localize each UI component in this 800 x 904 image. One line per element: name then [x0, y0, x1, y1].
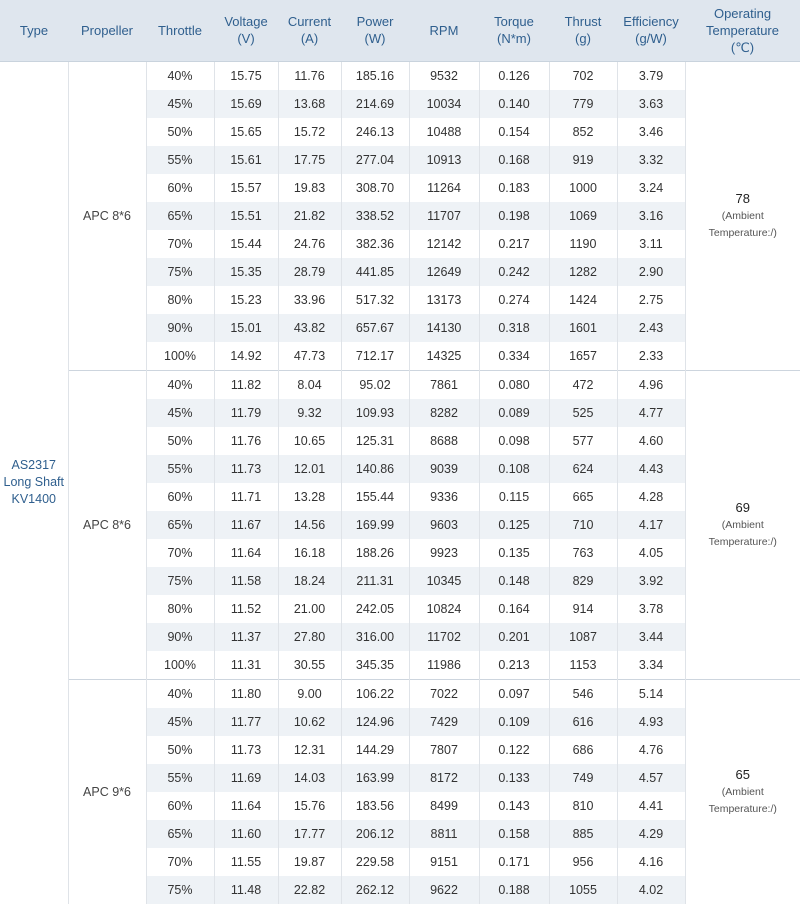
efficiency-cell: 3.79 — [617, 61, 685, 90]
voltage-cell: 11.64 — [214, 792, 278, 820]
throttle-cell: 65% — [146, 820, 214, 848]
throttle-cell: 45% — [146, 90, 214, 118]
efficiency-cell: 4.16 — [617, 848, 685, 876]
current-cell: 19.83 — [278, 174, 341, 202]
efficiency-cell: 3.78 — [617, 595, 685, 623]
throttle-cell: 45% — [146, 708, 214, 736]
voltage-cell: 15.75 — [214, 61, 278, 90]
voltage-cell: 15.69 — [214, 90, 278, 118]
thrust-cell: 702 — [549, 61, 617, 90]
power-cell: 382.36 — [341, 230, 409, 258]
efficiency-cell: 4.28 — [617, 483, 685, 511]
throttle-cell: 60% — [146, 792, 214, 820]
throttle-cell: 50% — [146, 118, 214, 146]
thrust-cell: 710 — [549, 511, 617, 539]
header-thrust: Thrust (g) — [549, 0, 617, 61]
ambient-temperature-note: Temperature:/) — [686, 534, 800, 551]
efficiency-cell: 2.90 — [617, 258, 685, 286]
power-cell: 246.13 — [341, 118, 409, 146]
thrust-cell: 624 — [549, 455, 617, 483]
efficiency-cell: 3.32 — [617, 146, 685, 174]
efficiency-cell: 4.60 — [617, 427, 685, 455]
torque-cell: 0.098 — [479, 427, 549, 455]
voltage-cell: 11.64 — [214, 539, 278, 567]
torque-cell: 0.126 — [479, 61, 549, 90]
thrust-cell: 525 — [549, 399, 617, 427]
throttle-cell: 40% — [146, 61, 214, 90]
power-cell: 125.31 — [341, 427, 409, 455]
current-cell: 16.18 — [278, 539, 341, 567]
rpm-cell: 11264 — [409, 174, 479, 202]
torque-cell: 0.109 — [479, 708, 549, 736]
temperature-value: 69 — [686, 499, 800, 517]
operating-temperature-cell — [685, 679, 800, 904]
rpm-cell: 10488 — [409, 118, 479, 146]
rpm-cell: 9336 — [409, 483, 479, 511]
efficiency-cell: 4.02 — [617, 876, 685, 904]
thrust-cell: 1424 — [549, 286, 617, 314]
torque-cell: 0.168 — [479, 146, 549, 174]
voltage-cell: 11.82 — [214, 370, 278, 399]
throttle-cell: 90% — [146, 314, 214, 342]
operating-temperature-cell — [685, 61, 800, 370]
header-type: Type — [0, 0, 68, 61]
rpm-cell: 11707 — [409, 202, 479, 230]
torque-cell: 0.108 — [479, 455, 549, 483]
voltage-cell: 11.55 — [214, 848, 278, 876]
header-voltage: Voltage (V) — [214, 0, 278, 61]
throttle-cell: 55% — [146, 455, 214, 483]
header-rpm: RPM — [409, 0, 479, 61]
power-cell: 95.02 — [341, 370, 409, 399]
efficiency-cell: 3.34 — [617, 651, 685, 680]
thrust-cell: 1055 — [549, 876, 617, 904]
voltage-cell: 14.92 — [214, 342, 278, 371]
thrust-cell: 1069 — [549, 202, 617, 230]
temperature-value: 65 — [686, 766, 800, 784]
thrust-cell: 686 — [549, 736, 617, 764]
current-cell: 43.82 — [278, 314, 341, 342]
power-cell: 124.96 — [341, 708, 409, 736]
voltage-cell: 15.51 — [214, 202, 278, 230]
rpm-cell: 7429 — [409, 708, 479, 736]
thrust-cell: 1282 — [549, 258, 617, 286]
current-cell: 21.00 — [278, 595, 341, 623]
current-cell: 11.76 — [278, 61, 341, 90]
thrust-cell: 829 — [549, 567, 617, 595]
throttle-cell: 75% — [146, 258, 214, 286]
header-power: Power (W) — [341, 0, 409, 61]
power-cell: 183.56 — [341, 792, 409, 820]
throttle-cell: 65% — [146, 511, 214, 539]
rpm-cell: 9923 — [409, 539, 479, 567]
torque-cell: 0.274 — [479, 286, 549, 314]
voltage-cell: 11.37 — [214, 623, 278, 651]
current-cell: 10.62 — [278, 708, 341, 736]
power-cell: 316.00 — [341, 623, 409, 651]
rpm-cell: 10913 — [409, 146, 479, 174]
throttle-cell: 90% — [146, 623, 214, 651]
torque-cell: 0.143 — [479, 792, 549, 820]
current-cell: 9.00 — [278, 679, 341, 708]
voltage-cell: 15.23 — [214, 286, 278, 314]
thrust-cell: 852 — [549, 118, 617, 146]
ambient-temperature-note: (Ambient — [686, 784, 800, 801]
header-operating-temperature: Operating Temperature (℃) — [685, 0, 800, 61]
throttle-cell: 60% — [146, 483, 214, 511]
rpm-cell: 7022 — [409, 679, 479, 708]
efficiency-cell: 4.93 — [617, 708, 685, 736]
voltage-cell: 11.60 — [214, 820, 278, 848]
efficiency-cell: 3.63 — [617, 90, 685, 118]
efficiency-cell: 4.57 — [617, 764, 685, 792]
rpm-cell: 8172 — [409, 764, 479, 792]
throttle-cell: 50% — [146, 427, 214, 455]
throttle-cell: 40% — [146, 679, 214, 708]
torque-cell: 0.140 — [479, 90, 549, 118]
throttle-cell: 80% — [146, 595, 214, 623]
efficiency-cell: 2.43 — [617, 314, 685, 342]
thrust-cell: 914 — [549, 595, 617, 623]
torque-cell: 0.242 — [479, 258, 549, 286]
efficiency-cell: 2.75 — [617, 286, 685, 314]
rpm-cell: 9151 — [409, 848, 479, 876]
torque-cell: 0.183 — [479, 174, 549, 202]
voltage-cell: 11.52 — [214, 595, 278, 623]
power-cell: 169.99 — [341, 511, 409, 539]
rpm-cell: 10824 — [409, 595, 479, 623]
rpm-cell: 10345 — [409, 567, 479, 595]
operating-temperature-cell — [685, 370, 800, 679]
power-cell: 242.05 — [341, 595, 409, 623]
current-cell: 9.32 — [278, 399, 341, 427]
throttle-cell: 100% — [146, 651, 214, 680]
power-cell: 657.67 — [341, 314, 409, 342]
voltage-cell: 11.58 — [214, 567, 278, 595]
voltage-cell: 11.31 — [214, 651, 278, 680]
motor-type-line: Long Shaft — [4, 475, 64, 489]
torque-cell: 0.122 — [479, 736, 549, 764]
rpm-cell: 10034 — [409, 90, 479, 118]
thrust-cell: 665 — [549, 483, 617, 511]
voltage-cell: 11.67 — [214, 511, 278, 539]
efficiency-cell: 4.76 — [617, 736, 685, 764]
rpm-cell: 9622 — [409, 876, 479, 904]
rpm-cell: 12649 — [409, 258, 479, 286]
voltage-cell: 15.61 — [214, 146, 278, 174]
current-cell: 13.68 — [278, 90, 341, 118]
throttle-cell: 60% — [146, 174, 214, 202]
current-cell: 17.75 — [278, 146, 341, 174]
thrust-cell: 810 — [549, 792, 617, 820]
torque-cell: 0.125 — [479, 511, 549, 539]
rpm-cell: 7861 — [409, 370, 479, 399]
header-efficiency: Efficiency (g/W) — [617, 0, 685, 61]
torque-cell: 0.135 — [479, 539, 549, 567]
efficiency-cell: 4.05 — [617, 539, 685, 567]
power-cell: 345.35 — [341, 651, 409, 680]
torque-cell: 0.318 — [479, 314, 549, 342]
voltage-cell: 11.48 — [214, 876, 278, 904]
efficiency-cell: 4.29 — [617, 820, 685, 848]
rpm-cell: 8282 — [409, 399, 479, 427]
table-header — [0, 0, 800, 61]
efficiency-cell: 4.96 — [617, 370, 685, 399]
thrust-cell: 472 — [549, 370, 617, 399]
thrust-cell: 577 — [549, 427, 617, 455]
torque-cell: 0.201 — [479, 623, 549, 651]
torque-cell: 0.198 — [479, 202, 549, 230]
throttle-cell: 45% — [146, 399, 214, 427]
current-cell: 15.72 — [278, 118, 341, 146]
voltage-cell: 15.65 — [214, 118, 278, 146]
current-cell: 24.76 — [278, 230, 341, 258]
torque-cell: 0.089 — [479, 399, 549, 427]
power-cell: 106.22 — [341, 679, 409, 708]
power-cell: 441.85 — [341, 258, 409, 286]
efficiency-cell: 3.11 — [617, 230, 685, 258]
motor-type-cell — [0, 61, 68, 904]
ambient-temperature-note: (Ambient — [686, 208, 800, 225]
thrust-cell: 885 — [549, 820, 617, 848]
ambient-temperature-note: (Ambient — [686, 517, 800, 534]
rpm-cell: 14130 — [409, 314, 479, 342]
thrust-cell: 1000 — [549, 174, 617, 202]
torque-cell: 0.334 — [479, 342, 549, 371]
torque-cell: 0.158 — [479, 820, 549, 848]
efficiency-cell: 3.46 — [617, 118, 685, 146]
power-cell: 712.17 — [341, 342, 409, 371]
voltage-cell: 15.01 — [214, 314, 278, 342]
throttle-cell: 70% — [146, 539, 214, 567]
rpm-cell: 12142 — [409, 230, 479, 258]
throttle-cell: 70% — [146, 848, 214, 876]
voltage-cell: 11.79 — [214, 399, 278, 427]
voltage-cell: 11.80 — [214, 679, 278, 708]
power-cell: 229.58 — [341, 848, 409, 876]
torque-cell: 0.148 — [479, 567, 549, 595]
current-cell: 8.04 — [278, 370, 341, 399]
ambient-temperature-note: Temperature:/) — [686, 225, 800, 242]
efficiency-cell: 3.92 — [617, 567, 685, 595]
voltage-cell: 15.35 — [214, 258, 278, 286]
power-cell: 262.12 — [341, 876, 409, 904]
power-cell: 163.99 — [341, 764, 409, 792]
efficiency-cell: 2.33 — [617, 342, 685, 371]
table-row — [0, 679, 800, 708]
current-cell: 19.87 — [278, 848, 341, 876]
efficiency-cell: 4.77 — [617, 399, 685, 427]
torque-cell: 0.097 — [479, 679, 549, 708]
power-cell: 308.70 — [341, 174, 409, 202]
motor-type-line: KV1400 — [12, 492, 56, 506]
thrust-cell: 616 — [549, 708, 617, 736]
efficiency-cell: 3.24 — [617, 174, 685, 202]
thrust-cell: 956 — [549, 848, 617, 876]
throttle-cell: 55% — [146, 764, 214, 792]
table-body — [0, 61, 800, 904]
voltage-cell: 11.76 — [214, 427, 278, 455]
rpm-cell: 14325 — [409, 342, 479, 371]
power-cell: 338.52 — [341, 202, 409, 230]
rpm-cell: 9603 — [409, 511, 479, 539]
thrust-cell: 1190 — [549, 230, 617, 258]
header-current: Current (A) — [278, 0, 341, 61]
current-cell: 12.01 — [278, 455, 341, 483]
power-cell: 140.86 — [341, 455, 409, 483]
current-cell: 17.77 — [278, 820, 341, 848]
thrust-cell: 1087 — [549, 623, 617, 651]
ambient-temperature-note: Temperature:/) — [686, 801, 800, 818]
thrust-cell: 1657 — [549, 342, 617, 371]
efficiency-cell: 3.44 — [617, 623, 685, 651]
power-cell: 188.26 — [341, 539, 409, 567]
current-cell: 47.73 — [278, 342, 341, 371]
voltage-cell: 15.57 — [214, 174, 278, 202]
header-torque: Torque (N*m) — [479, 0, 549, 61]
efficiency-cell: 4.43 — [617, 455, 685, 483]
current-cell: 13.28 — [278, 483, 341, 511]
power-cell: 517.32 — [341, 286, 409, 314]
torque-cell: 0.164 — [479, 595, 549, 623]
current-cell: 21.82 — [278, 202, 341, 230]
efficiency-cell: 4.41 — [617, 792, 685, 820]
throttle-cell: 75% — [146, 567, 214, 595]
propeller-cell: APC 8*6 — [68, 61, 146, 370]
voltage-cell: 11.73 — [214, 736, 278, 764]
torque-cell: 0.115 — [479, 483, 549, 511]
current-cell: 33.96 — [278, 286, 341, 314]
torque-cell: 0.188 — [479, 876, 549, 904]
propeller-cell: APC 9*6 — [68, 679, 146, 904]
torque-cell: 0.171 — [479, 848, 549, 876]
current-cell: 10.65 — [278, 427, 341, 455]
current-cell: 12.31 — [278, 736, 341, 764]
rpm-cell: 11986 — [409, 651, 479, 680]
rpm-cell: 8811 — [409, 820, 479, 848]
header-throttle: Throttle — [146, 0, 214, 61]
power-cell: 144.29 — [341, 736, 409, 764]
throttle-cell: 65% — [146, 202, 214, 230]
current-cell: 28.79 — [278, 258, 341, 286]
table-row — [0, 61, 800, 90]
thrust-cell: 919 — [549, 146, 617, 174]
torque-cell: 0.154 — [479, 118, 549, 146]
throttle-cell: 55% — [146, 146, 214, 174]
voltage-cell: 11.71 — [214, 483, 278, 511]
throttle-cell: 80% — [146, 286, 214, 314]
temperature-value: 78 — [686, 190, 800, 208]
header-propeller: Propeller — [68, 0, 146, 61]
table-row — [0, 370, 800, 399]
torque-cell: 0.213 — [479, 651, 549, 680]
current-cell: 18.24 — [278, 567, 341, 595]
power-cell: 206.12 — [341, 820, 409, 848]
thrust-cell: 1153 — [549, 651, 617, 680]
throttle-cell: 50% — [146, 736, 214, 764]
thrust-cell: 779 — [549, 90, 617, 118]
throttle-cell: 70% — [146, 230, 214, 258]
voltage-cell: 11.73 — [214, 455, 278, 483]
rpm-cell: 9532 — [409, 61, 479, 90]
voltage-cell: 15.44 — [214, 230, 278, 258]
thrust-cell: 763 — [549, 539, 617, 567]
efficiency-cell: 4.17 — [617, 511, 685, 539]
rpm-cell: 8688 — [409, 427, 479, 455]
power-cell: 277.04 — [341, 146, 409, 174]
torque-cell: 0.217 — [479, 230, 549, 258]
power-cell: 211.31 — [341, 567, 409, 595]
power-cell: 214.69 — [341, 90, 409, 118]
power-cell: 185.16 — [341, 61, 409, 90]
voltage-cell: 11.77 — [214, 708, 278, 736]
power-cell: 109.93 — [341, 399, 409, 427]
current-cell: 14.03 — [278, 764, 341, 792]
current-cell: 27.80 — [278, 623, 341, 651]
torque-cell: 0.133 — [479, 764, 549, 792]
current-cell: 22.82 — [278, 876, 341, 904]
rpm-cell: 8499 — [409, 792, 479, 820]
efficiency-cell: 5.14 — [617, 679, 685, 708]
throttle-cell: 40% — [146, 370, 214, 399]
thrust-cell: 749 — [549, 764, 617, 792]
efficiency-cell: 3.16 — [617, 202, 685, 230]
current-cell: 15.76 — [278, 792, 341, 820]
torque-cell: 0.080 — [479, 370, 549, 399]
thrust-cell: 1601 — [549, 314, 617, 342]
throttle-cell: 75% — [146, 876, 214, 904]
rpm-cell: 11702 — [409, 623, 479, 651]
thrust-cell: 546 — [549, 679, 617, 708]
voltage-cell: 11.69 — [214, 764, 278, 792]
throttle-cell: 100% — [146, 342, 214, 371]
rpm-cell: 9039 — [409, 455, 479, 483]
motor-type-line: AS2317 — [12, 458, 56, 472]
rpm-cell: 7807 — [409, 736, 479, 764]
propeller-cell: APC 8*6 — [68, 370, 146, 679]
power-cell: 155.44 — [341, 483, 409, 511]
rpm-cell: 13173 — [409, 286, 479, 314]
current-cell: 14.56 — [278, 511, 341, 539]
current-cell: 30.55 — [278, 651, 341, 680]
